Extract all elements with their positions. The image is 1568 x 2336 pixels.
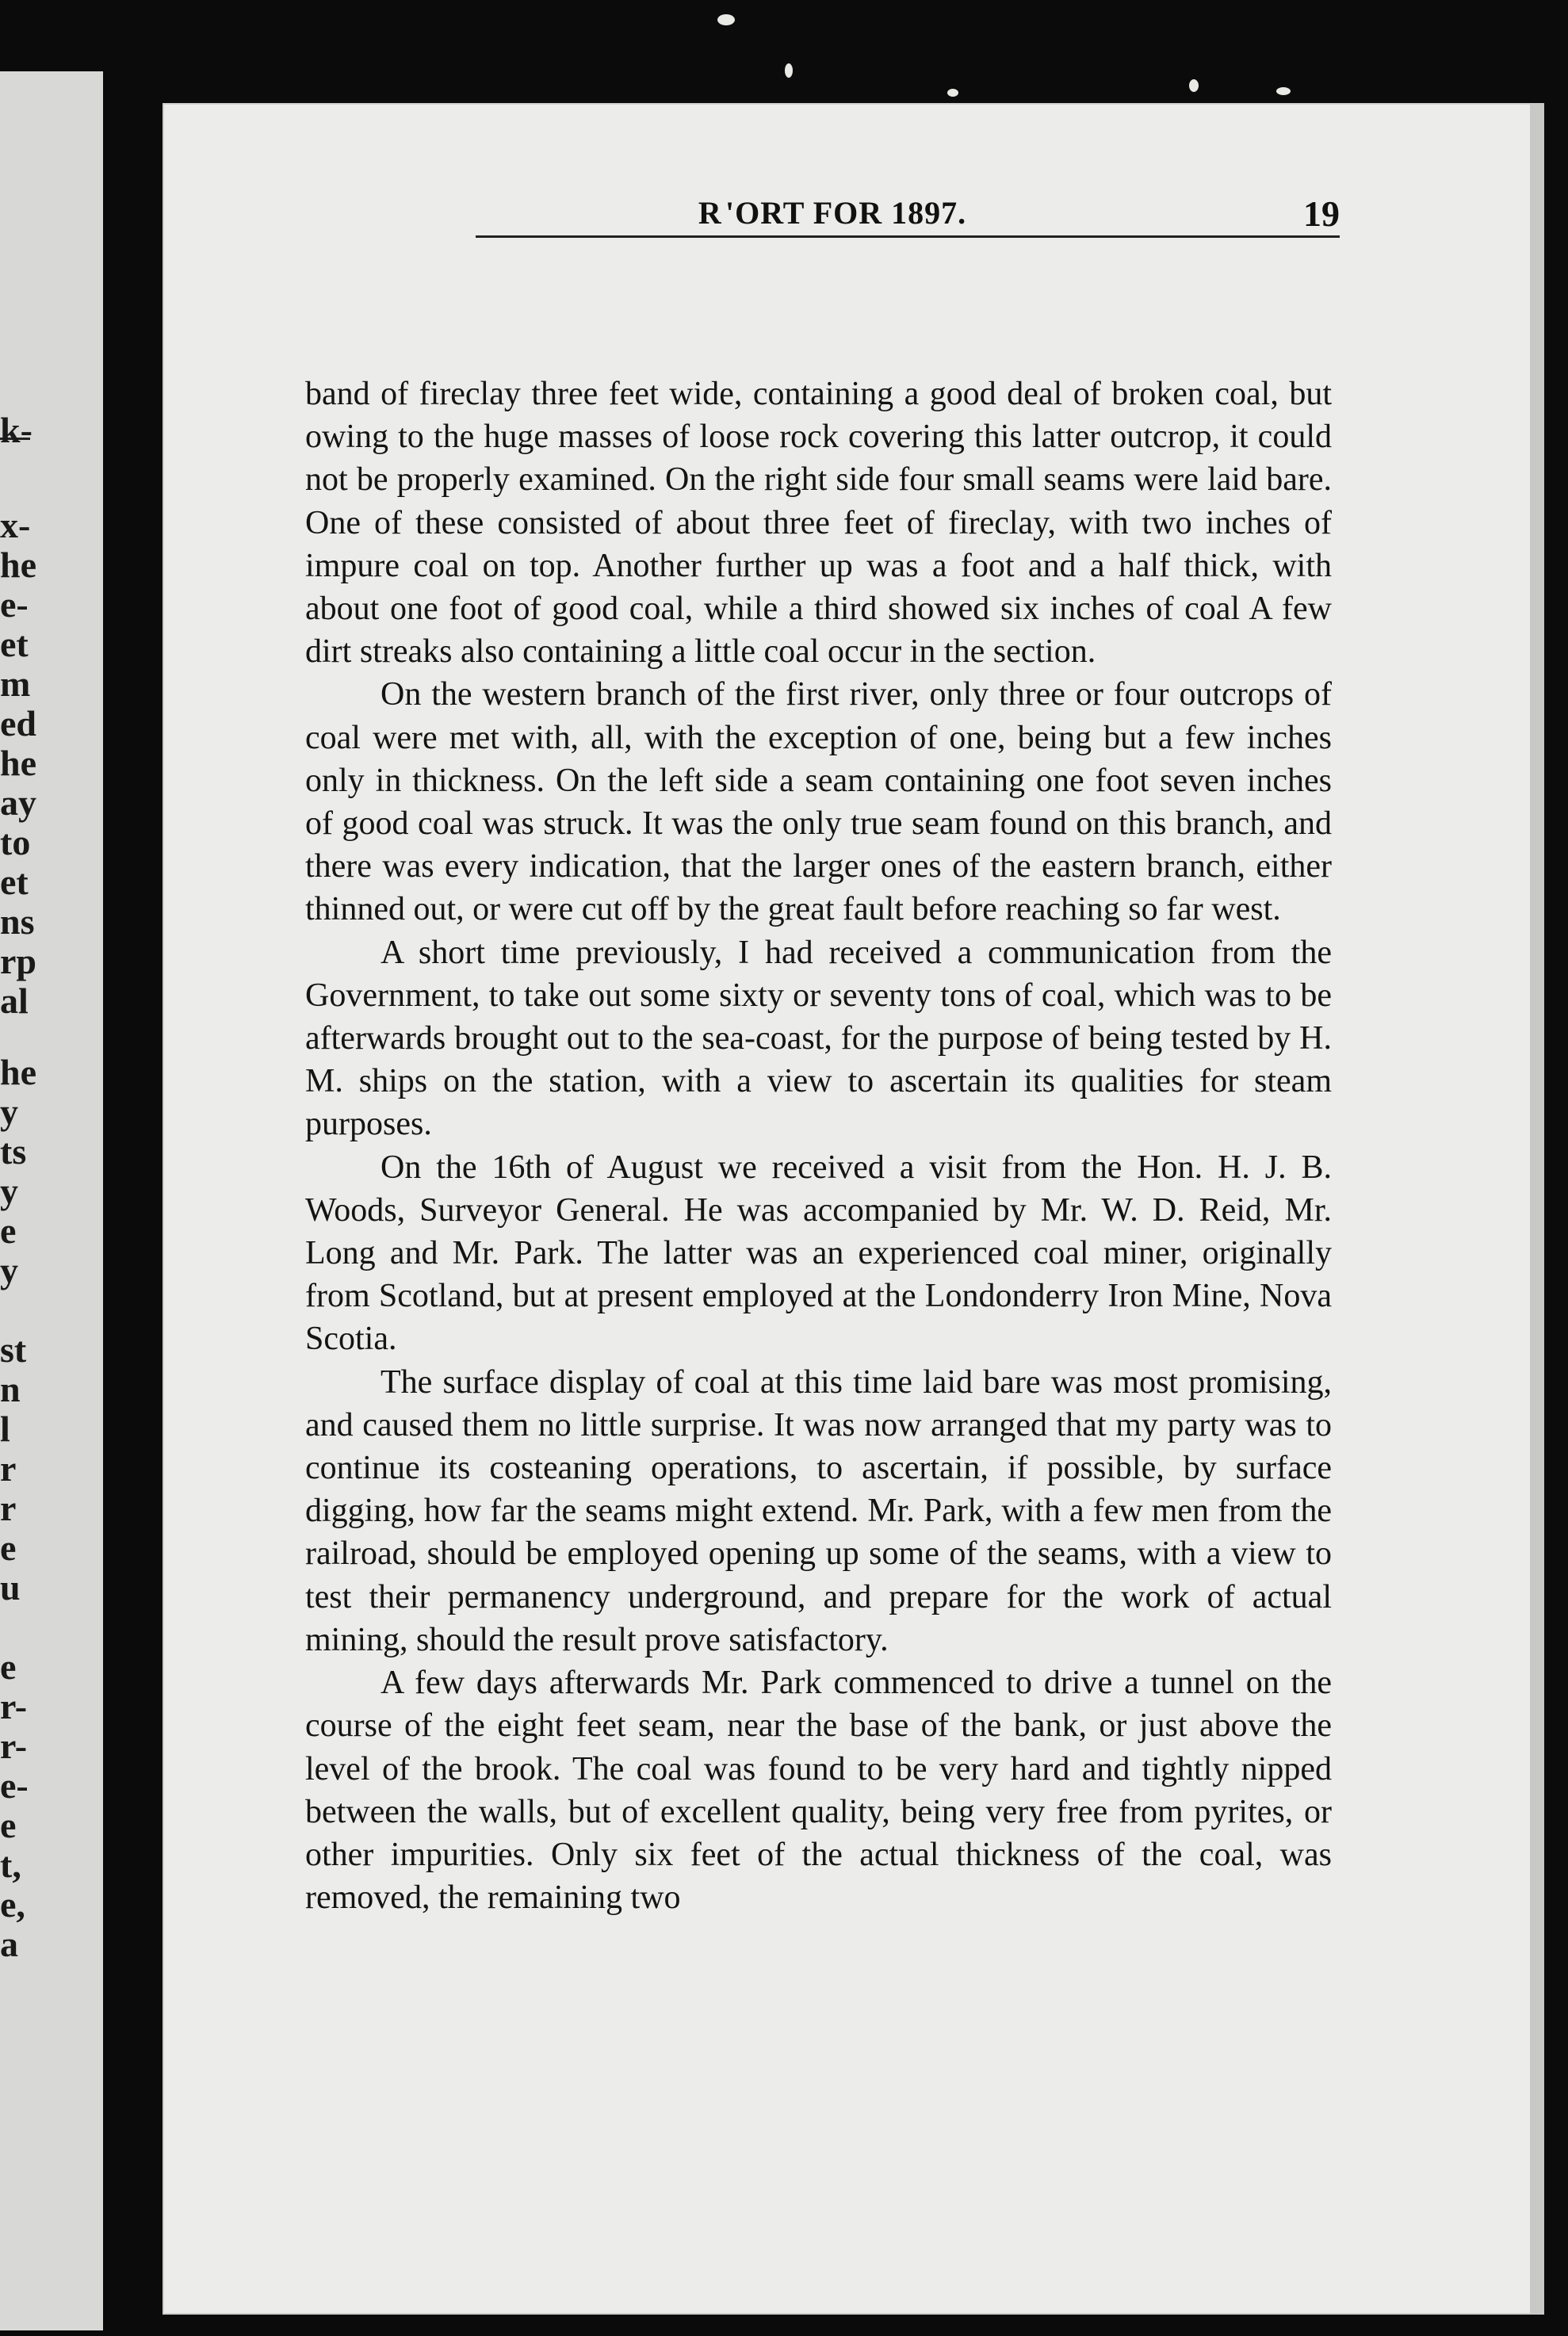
- facing-page-fragment: ay: [0, 782, 36, 823]
- facing-page-fragment: e,: [0, 1884, 25, 1925]
- paragraph: A few days afterwards Mr. Park commenced to drive a tunnel on the course of the eight feet seam, near the base of the bank, or just above the level of the brook. The coal was found to be very hard and tightly nipped between the walls, but of excellent quality, being very free from pyrites, or other impurities. Only six feet of the actual thickness of the coal, was removed, the remaining two: [305, 1665, 1332, 1917]
- paragraph: A short time previously, I had received a communication from the Government, to take out some sixty or seventy tons of coal, which was to be afterwards brought out to the sea-coast, for the purpose of being tested by H. M. ships on the station, with a view to ascertain its qualities for steam purposes.: [305, 934, 1332, 1143]
- body-text: [305, 373, 1332, 1919]
- facing-page-fragment: k-: [0, 410, 33, 450]
- facing-page-fragment: e-: [0, 1765, 29, 1806]
- facing-page-fragment: ts: [0, 1131, 27, 1172]
- facing-page-fragment: e: [0, 1210, 17, 1251]
- scan-speck: [1189, 79, 1199, 92]
- facing-page-fragment: st: [0, 1329, 27, 1370]
- facing-page-fragment: y: [0, 1250, 18, 1290]
- facing-page-fragment: ns: [0, 901, 35, 942]
- scan-speck: [785, 63, 793, 78]
- facing-page-fragment: to: [0, 822, 31, 862]
- facing-page-fragment: he: [0, 743, 36, 783]
- facing-page-fragment: r-: [0, 1726, 28, 1766]
- scan-speck: [717, 14, 735, 25]
- facing-page-fragment: he: [0, 1052, 36, 1092]
- facing-page-fragment: l: [0, 1409, 10, 1449]
- facing-page-fragment: u: [0, 1567, 21, 1608]
- paragraph: The surface display of coal at this time laid bare was most promising, and caused them no little surprise. It was now arranged that my party was to continue its costeaning operations, to ascertain, if possible, by surface digging, how far the seams might extend. Mr. Park, with a few men from the railroad, should be employed opening up some of the seams, with a view to test their permanency underground, and prepare for the work of actual mining, should the result prove satisfactory.: [305, 1363, 1332, 1658]
- facing-page-fragment: a: [0, 1924, 18, 1964]
- paragraph: band of fireclay three feet wide, containing a good deal of broken coal, but owing to the huge masses of loose rock covering this latter outcrop, it could not be properly examined. On the right side four small seams were laid bare. One of these consisted of about three feet of fireclay, with two inches of impure coal on top. Another further up was a foot and a half thick, with about one foot of good coal, while a third showed six inches of coal A few dirt streaks also containing a little coal occur in the section.: [305, 376, 1332, 671]
- facing-page-fragment: rp: [0, 941, 36, 981]
- facing-page-fragment: et: [0, 624, 29, 664]
- facing-page-fragment: x-: [0, 505, 31, 545]
- facing-page-fragment: y: [0, 1092, 18, 1132]
- facing-page-fragment: he: [0, 545, 36, 585]
- facing-page-fragment: e: [0, 1805, 17, 1845]
- facing-page-fragment: et: [0, 862, 29, 902]
- facing-page-fragment: r-: [0, 1686, 28, 1726]
- page-header: [476, 194, 1340, 250]
- paragraph: On the western branch of the first river, only three or four outcrops of coal were met with, all, with the exception of one, being but a few inches only in thickness. On the left side a seam containing one foot seven inches of good coal was struck. It was the only true seam found on this branch, and there was every indication, that the larger ones of the eastern branch, either thinned out, or were cut off by the great fault before reaching so far west.: [305, 676, 1332, 928]
- running-head: R 'ORT FOR 1897.: [698, 195, 967, 231]
- header-rule: [476, 235, 1340, 238]
- facing-page-fragment: n: [0, 1369, 21, 1409]
- facing-page-fragment: e: [0, 1646, 17, 1687]
- facing-page-fragment: e-: [0, 584, 29, 625]
- facing-page-fragment: r: [0, 1488, 17, 1528]
- facing-page-fragment: y: [0, 1171, 18, 1211]
- paragraph: On the 16th of August we received a visit from the Hon. H. J. B. Woods, Surveyor General. He was accompanied by Mr. W. D. Reid, Mr. Long and Mr. Park. The latter was an experienced coal miner, originally from Scotland, but at present employed at the Londonderry Iron Mine, Nova Scotia.: [305, 1149, 1332, 1358]
- scan-speck: [947, 89, 958, 97]
- facing-page-fragment: e: [0, 1527, 17, 1568]
- page-edge-shadow: [1530, 103, 1544, 2315]
- facing-page-edge: [0, 71, 103, 2330]
- facing-page-fragment: al: [0, 981, 29, 1021]
- facing-page-fragment: t,: [0, 1845, 21, 1885]
- facing-page-fragment: m: [0, 663, 31, 704]
- page-number: 19: [1303, 193, 1340, 234]
- facing-page-fragment: ed: [0, 703, 36, 744]
- facing-page-fragment: r: [0, 1448, 17, 1489]
- scan-speck: [1276, 87, 1291, 95]
